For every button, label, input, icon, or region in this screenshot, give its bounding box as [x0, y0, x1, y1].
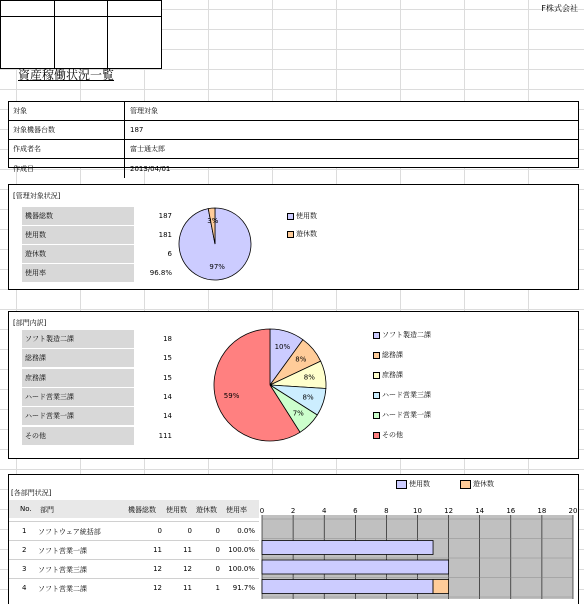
stat-value: 96.8% — [149, 269, 172, 277]
stat-value: 18 — [163, 335, 172, 343]
bumon-section — [8, 311, 579, 459]
table-cell-no: 2 — [22, 546, 27, 554]
pie-data-label: 8% — [303, 373, 315, 382]
stat-value: 14 — [163, 412, 172, 420]
stat-label: ハード営業三課 — [22, 388, 134, 406]
stat-label: ソフト製造二課 — [22, 330, 134, 348]
bar — [433, 580, 449, 594]
legend-item — [373, 330, 431, 340]
axis-tick-label: 4 — [321, 507, 327, 515]
legend-swatch — [287, 231, 294, 238]
legend-label: 遊休数 — [473, 480, 494, 488]
stat-value: 187 — [158, 212, 172, 220]
table-cell-idle: 0 — [215, 565, 220, 573]
legend-label: 使用数 — [409, 480, 430, 488]
bumon-pie-chart — [208, 323, 332, 447]
legend-swatch — [373, 332, 380, 339]
axis-tick-label: 0 — [259, 507, 265, 515]
legend-label: その他 — [382, 431, 403, 439]
pie-data-label: 10% — [274, 342, 291, 351]
legend-item — [287, 211, 317, 221]
column-header: 使用数 — [166, 506, 187, 514]
legend-item — [460, 479, 494, 489]
bar — [262, 560, 449, 574]
stat-label: 遊休数 — [22, 245, 134, 263]
axis-tick-label: 16 — [506, 507, 516, 515]
section-title: [部門内訳] — [13, 319, 47, 327]
table-cell-rate: 100.0% — [228, 565, 255, 573]
legend-swatch — [373, 432, 380, 439]
stat-label: 機器総数 — [22, 207, 134, 225]
legend-label: ハード営業一課 — [382, 411, 431, 419]
bar — [262, 541, 433, 555]
pie-data-label: 3% — [207, 217, 219, 226]
stat-row — [22, 388, 178, 407]
pie-data-label: 97% — [209, 262, 225, 271]
stat-row — [22, 245, 178, 264]
stat-value: 14 — [163, 393, 172, 401]
legend-label: ハード営業三課 — [382, 391, 431, 399]
stat-value: 15 — [163, 374, 172, 382]
column-header: No. — [20, 505, 32, 513]
table-cell-name: ソフト営業三課 — [38, 566, 87, 574]
table-cell-used: 12 — [183, 565, 192, 573]
table-cell-used: 11 — [183, 546, 192, 554]
legend-label: ソフト製造二課 — [382, 331, 431, 339]
stat-value: 15 — [163, 354, 172, 362]
section-title: [管理対象状況] — [13, 192, 61, 200]
section-title: [各部門状況] — [11, 489, 52, 497]
table-cell-total: 12 — [153, 584, 162, 592]
table-cell-used: 11 — [183, 584, 192, 592]
axis-tick-label: 20 — [568, 507, 578, 515]
legend-item — [396, 479, 430, 489]
table-cell-no: 3 — [22, 565, 27, 573]
table-cell-no: 4 — [22, 584, 27, 592]
table-cell-total: 12 — [153, 565, 162, 573]
page-title: 資産稼働状況一覧 — [18, 68, 115, 82]
table-cell-name: ソフト営業一課 — [38, 547, 87, 555]
table-cell-rate: 100.0% — [228, 546, 255, 554]
stat-row — [22, 349, 178, 368]
legend-swatch — [460, 480, 471, 489]
info-value: 2013/04/01 — [130, 164, 171, 173]
kanri-pie-chart — [173, 202, 257, 286]
pie-data-label: 7% — [292, 409, 304, 418]
legend-item — [373, 430, 403, 440]
info-value: 187 — [130, 126, 144, 134]
bar — [262, 580, 433, 594]
axis-tick-label: 2 — [290, 507, 296, 515]
stat-row — [22, 207, 178, 226]
stat-label: その他 — [22, 427, 134, 445]
table-cell-rate: 0.0% — [237, 527, 255, 535]
legend-swatch — [396, 480, 407, 489]
bar-chart — [258, 515, 583, 599]
column-header: 遊休数 — [196, 506, 217, 514]
info-label: 対象 — [9, 102, 125, 120]
info-label: 作成者名 — [9, 140, 125, 158]
kanri-section — [8, 184, 579, 290]
table-cell-name: ソフトウェア統括部 — [38, 528, 101, 536]
axis-tick-label: 10 — [413, 507, 422, 515]
legend-label: 総務課 — [382, 351, 403, 359]
legend-item — [373, 350, 403, 360]
legend-swatch — [373, 352, 380, 359]
info-table — [8, 101, 579, 173]
stat-value: 181 — [158, 231, 172, 239]
stat-value: 6 — [167, 250, 172, 258]
legend-label: 遊休数 — [296, 230, 317, 238]
info-value: 管理対象 — [130, 107, 158, 115]
info-label: 作成日 — [9, 159, 125, 178]
axis-tick-label: 8 — [384, 507, 389, 515]
stat-label: 庶務課 — [22, 369, 134, 387]
company-name: F株式会社 — [541, 4, 578, 13]
axis-tick-label: 12 — [444, 507, 454, 515]
stat-label: 総務課 — [22, 349, 134, 367]
stat-label: 使用数 — [22, 226, 134, 244]
pie-data-label: 59% — [223, 392, 240, 401]
legend-item — [373, 410, 431, 420]
info-row — [9, 121, 578, 140]
table-cell-rate: 91.7% — [232, 584, 255, 592]
axis-tick-label: 18 — [537, 507, 547, 515]
table-cell-idle: 0 — [215, 546, 220, 554]
pie-data-label: 8% — [295, 355, 307, 364]
pie-data-label: 8% — [302, 393, 314, 402]
info-label: 対象機器台数 — [9, 121, 125, 139]
table-cell-no: 1 — [22, 527, 27, 535]
table-cell-idle: 0 — [215, 527, 220, 535]
stat-row — [22, 264, 178, 283]
legend-swatch — [373, 392, 380, 399]
legend-label: 使用数 — [296, 212, 317, 220]
table-cell-total: 0 — [157, 527, 162, 535]
info-row — [9, 102, 578, 121]
legend-item — [373, 370, 403, 380]
info-row — [9, 159, 578, 178]
legend-label: 庶務課 — [382, 371, 403, 379]
stat-value: 111 — [158, 432, 172, 440]
stat-label: ハード営業一課 — [22, 407, 134, 425]
column-header: 使用率 — [226, 506, 247, 514]
approval-stamp-box — [0, 0, 162, 69]
table-cell-total: 11 — [153, 546, 162, 554]
stat-label: 使用率 — [22, 264, 134, 282]
info-value: 富士通太郎 — [130, 145, 165, 153]
table-cell-idle: 1 — [215, 584, 220, 592]
info-row — [9, 140, 578, 159]
legend-item — [287, 229, 317, 239]
stat-row — [22, 427, 178, 446]
column-header: 機器総数 — [128, 506, 156, 514]
legend-swatch — [373, 372, 380, 379]
legend-item — [373, 390, 431, 400]
stat-row — [22, 226, 178, 245]
axis-tick-label: 6 — [353, 507, 358, 515]
table-cell-used: 0 — [187, 527, 192, 535]
table-cell-name: ソフト営業二課 — [38, 585, 87, 593]
stat-row — [22, 330, 178, 349]
column-header: 部門 — [40, 506, 54, 514]
stat-row — [22, 369, 178, 388]
legend-swatch — [373, 412, 380, 419]
axis-tick-label: 14 — [475, 507, 485, 515]
legend-swatch — [287, 213, 294, 220]
stat-row — [22, 407, 178, 426]
